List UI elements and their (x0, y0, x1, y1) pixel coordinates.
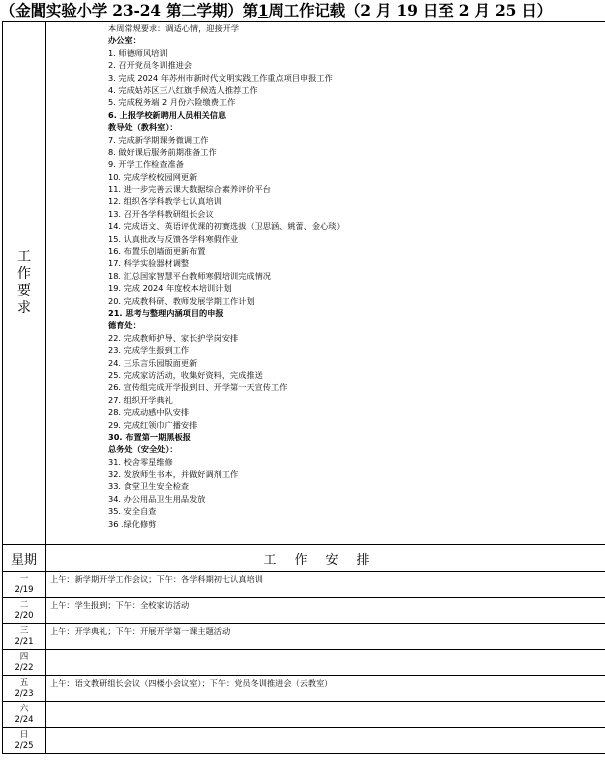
requirement-item: 22. 完成教师护导、家长护学岗安排 (108, 332, 239, 343)
requirement-item: 9. 开学工作检查准备 (108, 159, 184, 170)
requirement-item: 12. 组织各学科教学七认真培训 (108, 196, 222, 207)
requirements-list (46, 22, 605, 545)
day-cell (3, 572, 46, 598)
schedule-row-mon (3, 572, 605, 598)
requirement-item: 20. 完成教科研、教师发展学期工作计划 (108, 295, 255, 306)
section-heading: 办公室： (108, 35, 141, 46)
schedule-header-row (3, 545, 605, 572)
schedule-row-wed (3, 624, 605, 650)
date: 2/25 (14, 740, 34, 751)
requirement-item: 4. 完成姑苏区三八红旗手候选人推荐工作 (108, 84, 258, 95)
week-number: 1 (257, 1, 269, 20)
requirement-item: 13. 召开各学科教研组长会议 (108, 208, 214, 219)
day-schedule: 上午：学生报到；下午：全校家访活动 (46, 598, 605, 624)
requirement-item: 本周常规要求：调适心情，迎接开学 (108, 23, 240, 33)
requirement-item: 2. 召开党员冬训推进会 (108, 60, 193, 71)
schedule-row-fri (3, 676, 605, 702)
work-record-table (2, 21, 605, 754)
requirement-item: 16. 布置乐创墙面更新布置 (108, 246, 206, 257)
day-schedule (46, 728, 605, 754)
title-suffix: 周工作记载（2 月 19 日至 2 月 25 日） (268, 1, 552, 20)
day-schedule (46, 702, 605, 728)
day-schedule: 上午：新学期开学工作会议；下午：各学科期初七认真培训 (46, 572, 605, 598)
requirement-item: 1. 师德师风培训 (108, 47, 168, 58)
weekday: 三 (19, 625, 29, 636)
weekday: 二 (19, 599, 29, 610)
date: 2/20 (14, 610, 34, 621)
section-heading: 德育处： (108, 320, 141, 331)
date: 2/19 (14, 584, 34, 595)
requirement-item: 3. 完成 2024 年苏州市新时代文明实践工作重点项目申报工作 (108, 72, 333, 83)
section-heading: 总务处（安全处）： (108, 444, 178, 455)
requirement-item: 15. 认真批改与反馈各学科寒假作业 (108, 233, 239, 244)
requirement-item: 35. 安全自查 (108, 506, 157, 517)
requirement-item: 8. 做好课后服务前期准备工作 (108, 146, 217, 157)
requirement-item: 29. 完成红领巾广播安排 (108, 419, 198, 430)
requirement-item: 19. 完成 2024 年度校本培训计划 (108, 283, 232, 294)
weekday: 六 (19, 703, 29, 714)
weekday-column-header: 星期 (3, 545, 46, 572)
requirement-item: 27. 组织开学典礼 (108, 394, 173, 405)
requirement-item: 24. 三乐言乐园版面更新 (108, 357, 198, 368)
requirement-item: 6. 上报学校新聘用人员相关信息 (108, 109, 227, 120)
day-schedule: 上午：语文教研组长会议（四楼小会议室）；下午：党员冬训推进会（云教室） (46, 676, 605, 702)
schedule-row-thu (3, 650, 605, 676)
requirement-item: 11. 进一步完善云课大数据综合素养评价平台 (108, 184, 271, 195)
day-cell (3, 702, 46, 728)
weekday: 日 (19, 729, 29, 740)
requirement-item: 18. 汇总国家智慧平台教师寒假培训完成情况 (108, 270, 271, 281)
day-schedule (46, 650, 605, 676)
requirement-item: 33. 食堂卫生安全检查 (108, 481, 190, 492)
title-prefix: （金閶实验小学 23-24 第二学期）第 (0, 1, 258, 20)
arrangement-column-header: 工作安排 (46, 545, 605, 572)
page-title (0, 0, 605, 22)
date: 2/23 (14, 688, 34, 699)
schedule-row-sun (3, 728, 605, 754)
requirement-item: 5. 完成税务端 2 月份六险缴费工作 (108, 97, 236, 108)
schedule-row-sat (3, 702, 605, 728)
date: 2/21 (14, 636, 34, 647)
day-cell (3, 676, 46, 702)
day-cell (3, 598, 46, 624)
section-heading: 教导处（教科室）： (108, 122, 178, 133)
weekday: 一 (19, 573, 29, 584)
label-char: 工 (17, 249, 31, 265)
day-schedule: 上午：开学典礼；下午：开展开学第一课主题活动 (46, 624, 605, 650)
requirement-item: 30. 布置第一期黑板报 (108, 431, 191, 442)
date: 2/24 (14, 714, 34, 725)
requirement-item: 10. 完成学校校园网更新 (108, 171, 198, 182)
requirement-item: 7. 完成新学期课务微调工作 (108, 134, 209, 145)
requirement-item: 25. 完成家访活动，收集好资料，完成推送 (108, 369, 263, 380)
date: 2/22 (14, 662, 34, 673)
weekday: 五 (19, 677, 29, 688)
requirement-item: 17. 科学实验器材调整 (108, 258, 190, 269)
schedule-row-tue (3, 598, 605, 624)
day-cell (3, 728, 46, 754)
requirements-label (3, 22, 46, 545)
weekday: 四 (19, 651, 29, 662)
requirement-item: 28. 完成动感中队安排 (108, 407, 190, 418)
label-char: 作 (17, 266, 31, 282)
label-char: 要 (17, 283, 31, 299)
day-cell (3, 624, 46, 650)
requirements-row (3, 22, 605, 545)
requirement-item: 36 .绿化修剪 (108, 518, 157, 529)
requirement-item: 31. 校舍零星维修 (108, 456, 173, 467)
label-char: 求 (17, 300, 31, 316)
requirement-item: 32. 发放师生书本，并做好调剂工作 (108, 469, 239, 480)
requirement-item: 23. 完成学生报到工作 (108, 345, 190, 356)
requirement-item: 21. 思考与整理内涵项目的申报 (108, 307, 224, 318)
requirement-item: 14. 完成语文、英语评优课的初赛选拔（卫思涵、姚蕾、金心琰） (108, 221, 345, 232)
day-cell (3, 650, 46, 676)
requirement-item: 26. 宣传组完成开学报到日、开学第一天宣传工作 (108, 382, 288, 393)
requirement-item: 34. 办公用品卫生用品发放 (108, 493, 206, 504)
